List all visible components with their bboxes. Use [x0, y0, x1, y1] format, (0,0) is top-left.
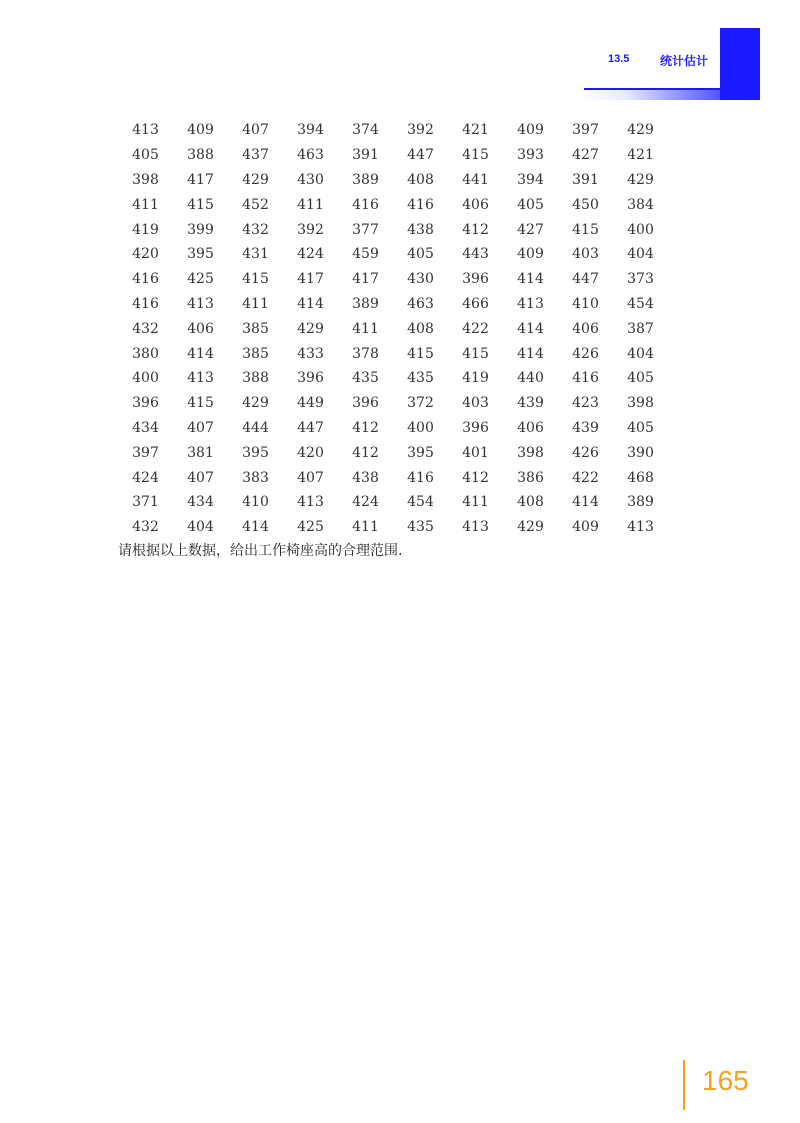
table-cell: 421: [462, 122, 489, 139]
table-cell: 416: [407, 469, 434, 486]
table-cell: 405: [517, 196, 544, 213]
table-cell: 435: [407, 519, 434, 536]
table-cell: 416: [407, 196, 434, 213]
table-cell: 409: [187, 122, 214, 139]
table-cell: 463: [407, 295, 434, 312]
table-row: [118, 490, 668, 515]
table-cell: 395: [187, 246, 214, 263]
table-row: [118, 366, 668, 391]
table-cell: 407: [242, 122, 269, 139]
table-cell: 406: [462, 196, 489, 213]
table-cell: 438: [352, 469, 379, 486]
table-cell: 377: [352, 221, 379, 238]
table-cell: 412: [462, 221, 489, 238]
section-number: 13.5: [608, 53, 630, 65]
table-cell: 396: [352, 395, 379, 412]
table-cell: 414: [517, 345, 544, 362]
table-cell: 432: [242, 221, 269, 238]
table-row: [118, 416, 668, 441]
table-cell: 432: [132, 519, 159, 536]
table-cell: 408: [407, 171, 434, 188]
table-cell: 391: [572, 171, 599, 188]
table-cell: 454: [627, 295, 654, 312]
question-prompt: 请根据以上数据，给出工作椅座高的合理范围.: [118, 543, 403, 559]
table-cell: 425: [187, 271, 214, 288]
table-cell: 392: [407, 122, 434, 139]
table-cell: 395: [407, 444, 434, 461]
table-cell: 406: [517, 419, 544, 436]
table-row: [118, 267, 668, 292]
table-cell: 409: [517, 122, 544, 139]
table-cell: 415: [187, 196, 214, 213]
table-cell: 431: [242, 246, 269, 263]
table-cell: 440: [517, 370, 544, 387]
table-cell: 411: [352, 519, 379, 536]
table-cell: 447: [572, 271, 599, 288]
table-cell: 414: [297, 295, 324, 312]
table-cell: 403: [462, 395, 489, 412]
table-cell: 429: [517, 519, 544, 536]
table-cell: 403: [572, 246, 599, 263]
table-cell: 437: [242, 147, 269, 164]
table-cell: 408: [517, 494, 544, 511]
table-row: [118, 168, 668, 193]
table-cell: 383: [242, 469, 269, 486]
table-cell: 434: [132, 419, 159, 436]
table-cell: 398: [627, 395, 654, 412]
table-cell: 397: [132, 444, 159, 461]
table-cell: 409: [572, 519, 599, 536]
table-cell: 385: [242, 345, 269, 362]
table-cell: 411: [462, 494, 489, 511]
table-cell: 426: [572, 345, 599, 362]
table-cell: 398: [517, 444, 544, 461]
table-cell: 389: [627, 494, 654, 511]
table-row: [118, 242, 668, 267]
table-cell: 404: [627, 246, 654, 263]
table-cell: 444: [242, 419, 269, 436]
table-cell: 386: [517, 469, 544, 486]
table-cell: 388: [242, 370, 269, 387]
table-cell: 406: [187, 320, 214, 337]
table-cell: 452: [242, 196, 269, 213]
table-cell: 396: [462, 419, 489, 436]
table-cell: 413: [132, 122, 159, 139]
table-cell: 400: [407, 419, 434, 436]
table-cell: 415: [462, 147, 489, 164]
table-row: [118, 440, 668, 465]
table-cell: 416: [132, 271, 159, 288]
table-cell: 427: [572, 147, 599, 164]
table-cell: 416: [132, 295, 159, 312]
table-cell: 391: [352, 147, 379, 164]
table-cell: 394: [297, 122, 324, 139]
table-cell: 395: [242, 444, 269, 461]
table-row: [118, 217, 668, 242]
table-cell: 415: [187, 395, 214, 412]
table-cell: 424: [297, 246, 324, 263]
table-cell: 389: [352, 295, 379, 312]
table-cell: 407: [187, 469, 214, 486]
table-cell: 459: [352, 246, 379, 263]
table-cell: 432: [132, 320, 159, 337]
table-cell: 413: [297, 494, 324, 511]
table-cell: 415: [572, 221, 599, 238]
data-table: [118, 118, 668, 540]
table-cell: 415: [407, 345, 434, 362]
table-cell: 416: [572, 370, 599, 387]
table-cell: 447: [407, 147, 434, 164]
table-cell: 424: [132, 469, 159, 486]
table-cell: 454: [407, 494, 434, 511]
table-cell: 380: [132, 345, 159, 362]
table-cell: 430: [297, 171, 324, 188]
table-cell: 414: [572, 494, 599, 511]
table-cell: 433: [297, 345, 324, 362]
table-cell: 400: [132, 370, 159, 387]
table-cell: 401: [462, 444, 489, 461]
table-cell: 406: [572, 320, 599, 337]
table-cell: 410: [572, 295, 599, 312]
table-cell: 417: [297, 271, 324, 288]
table-cell: 416: [352, 196, 379, 213]
table-row: [118, 118, 668, 143]
table-cell: 398: [132, 171, 159, 188]
table-cell: 421: [627, 147, 654, 164]
table-cell: 372: [407, 395, 434, 412]
table-cell: 373: [627, 271, 654, 288]
table-cell: 413: [627, 519, 654, 536]
table-cell: 430: [407, 271, 434, 288]
table-row: [118, 391, 668, 416]
section-title: 统计估计: [660, 54, 709, 68]
table-row: [118, 465, 668, 490]
table-cell: 414: [517, 320, 544, 337]
table-cell: 415: [242, 271, 269, 288]
table-row: [118, 515, 668, 540]
table-cell: 422: [572, 469, 599, 486]
table-cell: 393: [517, 147, 544, 164]
table-cell: 409: [517, 246, 544, 263]
table-cell: 447: [297, 419, 324, 436]
table-cell: 441: [462, 171, 489, 188]
table-cell: 419: [462, 370, 489, 387]
table-cell: 412: [352, 444, 379, 461]
table-cell: 411: [132, 196, 159, 213]
table-cell: 404: [187, 519, 214, 536]
table-cell: 414: [187, 345, 214, 362]
table-cell: 439: [572, 419, 599, 436]
table-cell: 420: [132, 246, 159, 263]
table-cell: 394: [517, 171, 544, 188]
header-underline: [584, 88, 720, 90]
table-cell: 413: [187, 370, 214, 387]
header-accent-bar: [720, 28, 760, 100]
table-cell: 405: [407, 246, 434, 263]
table-cell: 435: [352, 370, 379, 387]
table-cell: 429: [627, 122, 654, 139]
table-cell: 449: [297, 395, 324, 412]
table-cell: 381: [187, 444, 214, 461]
page-number: 165: [702, 1065, 749, 1096]
table-cell: 374: [352, 122, 379, 139]
table-row: [118, 341, 668, 366]
table-cell: 389: [352, 171, 379, 188]
table-cell: 399: [187, 221, 214, 238]
table-row: [118, 316, 668, 341]
table-cell: 414: [242, 519, 269, 536]
table-cell: 411: [297, 196, 324, 213]
table-cell: 463: [297, 147, 324, 164]
table-cell: 413: [517, 295, 544, 312]
page-number-divider: [683, 1060, 685, 1110]
table-cell: 417: [352, 271, 379, 288]
table-cell: 412: [352, 419, 379, 436]
table-cell: 378: [352, 345, 379, 362]
table-cell: 429: [242, 395, 269, 412]
table-row: [118, 292, 668, 317]
table-cell: 404: [627, 345, 654, 362]
table-cell: 468: [627, 469, 654, 486]
table-cell: 443: [462, 246, 489, 263]
table-cell: 429: [242, 171, 269, 188]
table-cell: 407: [297, 469, 324, 486]
table-cell: 411: [352, 320, 379, 337]
table-cell: 371: [132, 494, 159, 511]
table-cell: 438: [407, 221, 434, 238]
table-cell: 426: [572, 444, 599, 461]
table-row: [118, 143, 668, 168]
table-cell: 407: [187, 419, 214, 436]
table-cell: 408: [407, 320, 434, 337]
table-cell: 435: [407, 370, 434, 387]
table-cell: 410: [242, 494, 269, 511]
table-cell: 429: [297, 320, 324, 337]
table-cell: 396: [297, 370, 324, 387]
table-cell: 466: [462, 295, 489, 312]
table-cell: 413: [187, 295, 214, 312]
table-cell: 405: [627, 370, 654, 387]
table-row: [118, 192, 668, 217]
table-cell: 415: [462, 345, 489, 362]
table-cell: 429: [627, 171, 654, 188]
table-cell: 385: [242, 320, 269, 337]
table-cell: 411: [242, 295, 269, 312]
table-cell: 420: [297, 444, 324, 461]
table-cell: 417: [187, 171, 214, 188]
table-cell: 396: [462, 271, 489, 288]
table-cell: 396: [132, 395, 159, 412]
table-cell: 388: [187, 147, 214, 164]
table-cell: 414: [517, 271, 544, 288]
table-cell: 400: [627, 221, 654, 238]
table-cell: 424: [352, 494, 379, 511]
table-cell: 422: [462, 320, 489, 337]
table-cell: 425: [297, 519, 324, 536]
table-cell: 423: [572, 395, 599, 412]
table-cell: 439: [517, 395, 544, 412]
table-cell: 387: [627, 320, 654, 337]
table-cell: 397: [572, 122, 599, 139]
table-cell: 390: [627, 444, 654, 461]
table-cell: 384: [627, 196, 654, 213]
table-cell: 392: [297, 221, 324, 238]
table-cell: 419: [132, 221, 159, 238]
table-cell: 427: [517, 221, 544, 238]
table-cell: 413: [462, 519, 489, 536]
table-cell: 405: [132, 147, 159, 164]
table-cell: 450: [572, 196, 599, 213]
table-cell: 434: [187, 494, 214, 511]
table-cell: 412: [462, 469, 489, 486]
table-cell: 405: [627, 419, 654, 436]
